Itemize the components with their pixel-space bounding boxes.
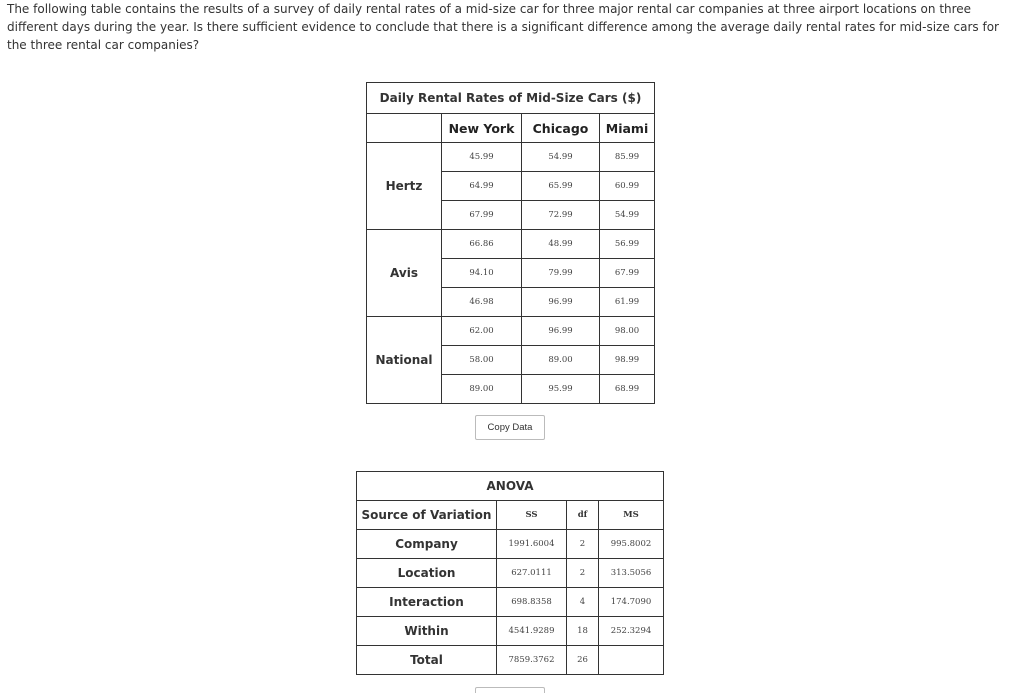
- partial-button[interactable]: [475, 687, 545, 693]
- rate-cell: 65.99: [522, 172, 600, 201]
- rate-cell: 98.99: [600, 346, 655, 375]
- rate-cell: 45.99: [442, 143, 522, 172]
- copy-data-button[interactable]: Copy Data: [475, 415, 545, 440]
- anova-source-label: Location: [357, 559, 497, 588]
- anova-ss-cell: 7859.3762: [497, 646, 567, 675]
- anova-df-cell: 2: [567, 530, 599, 559]
- rate-cell: 48.99: [522, 230, 600, 259]
- rate-cell: 54.99: [522, 143, 600, 172]
- anova-header-ms: MS: [599, 501, 664, 530]
- rate-cell: 67.99: [442, 201, 522, 230]
- anova-df-cell: 18: [567, 617, 599, 646]
- anova-ms-cell: 252.3294: [599, 617, 664, 646]
- rates-table-title: Daily Rental Rates of Mid-Size Cars ($): [367, 83, 655, 114]
- anova-df-cell: 2: [567, 559, 599, 588]
- rate-cell: 94.10: [442, 259, 522, 288]
- anova-table: [356, 471, 664, 675]
- anova-df-cell: 4: [567, 588, 599, 617]
- rate-cell: 67.99: [600, 259, 655, 288]
- rate-cell: 54.99: [600, 201, 655, 230]
- rate-cell: 64.99: [442, 172, 522, 201]
- rate-cell: 56.99: [600, 230, 655, 259]
- column-header: Miami: [600, 114, 655, 143]
- column-header: New York: [442, 114, 522, 143]
- anova-ms-cell: 174.7090: [599, 588, 664, 617]
- column-header: Chicago: [522, 114, 600, 143]
- anova-ss-cell: 698.8358: [497, 588, 567, 617]
- anova-ms-cell: 995.8002: [599, 530, 664, 559]
- anova-source-label: Company: [357, 530, 497, 559]
- rate-cell: 66.86: [442, 230, 522, 259]
- rate-cell: 68.99: [600, 375, 655, 404]
- rate-cell: 61.99: [600, 288, 655, 317]
- anova-header-source: Source of Variation: [357, 501, 497, 530]
- rate-cell: 58.00: [442, 346, 522, 375]
- anova-df-cell: 26: [567, 646, 599, 675]
- rate-cell: 72.99: [522, 201, 600, 230]
- anova-ms-cell: [599, 646, 664, 675]
- rate-cell: 96.99: [522, 317, 600, 346]
- rate-cell: 62.00: [442, 317, 522, 346]
- anova-ms-cell: 313.5056: [599, 559, 664, 588]
- rate-cell: 85.99: [600, 143, 655, 172]
- anova-ss-cell: 1991.6004: [497, 530, 567, 559]
- anova-source-label: Total: [357, 646, 497, 675]
- rate-cell: 96.99: [522, 288, 600, 317]
- question-text: The following table contains the results of a survey of daily rental rates of a mid-size car for three major rental car companies at three airport locations on three different days during the year. Is there sufficient evidence to conclude that there is a significant difference among the average daily rental rates for mid-size cars for the three rental car companies?: [7, 2, 999, 52]
- rate-cell: 89.00: [522, 346, 600, 375]
- company-label: National: [367, 317, 442, 404]
- rate-cell: 89.00: [442, 375, 522, 404]
- rates-header-blank: [367, 114, 442, 143]
- anova-title: ANOVA: [357, 472, 664, 501]
- company-label: Hertz: [367, 143, 442, 230]
- rental-rates-table: [366, 82, 655, 404]
- rate-cell: 60.99: [600, 172, 655, 201]
- rate-cell: 95.99: [522, 375, 600, 404]
- anova-source-label: Within: [357, 617, 497, 646]
- rate-cell: 98.00: [600, 317, 655, 346]
- anova-ss-cell: 627.0111: [497, 559, 567, 588]
- rate-cell: 46.98: [442, 288, 522, 317]
- rate-cell: 79.99: [522, 259, 600, 288]
- anova-ss-cell: 4541.9289: [497, 617, 567, 646]
- anova-header-ss: SS: [497, 501, 567, 530]
- company-label: Avis: [367, 230, 442, 317]
- anova-header-df: df: [567, 501, 599, 530]
- anova-source-label: Interaction: [357, 588, 497, 617]
